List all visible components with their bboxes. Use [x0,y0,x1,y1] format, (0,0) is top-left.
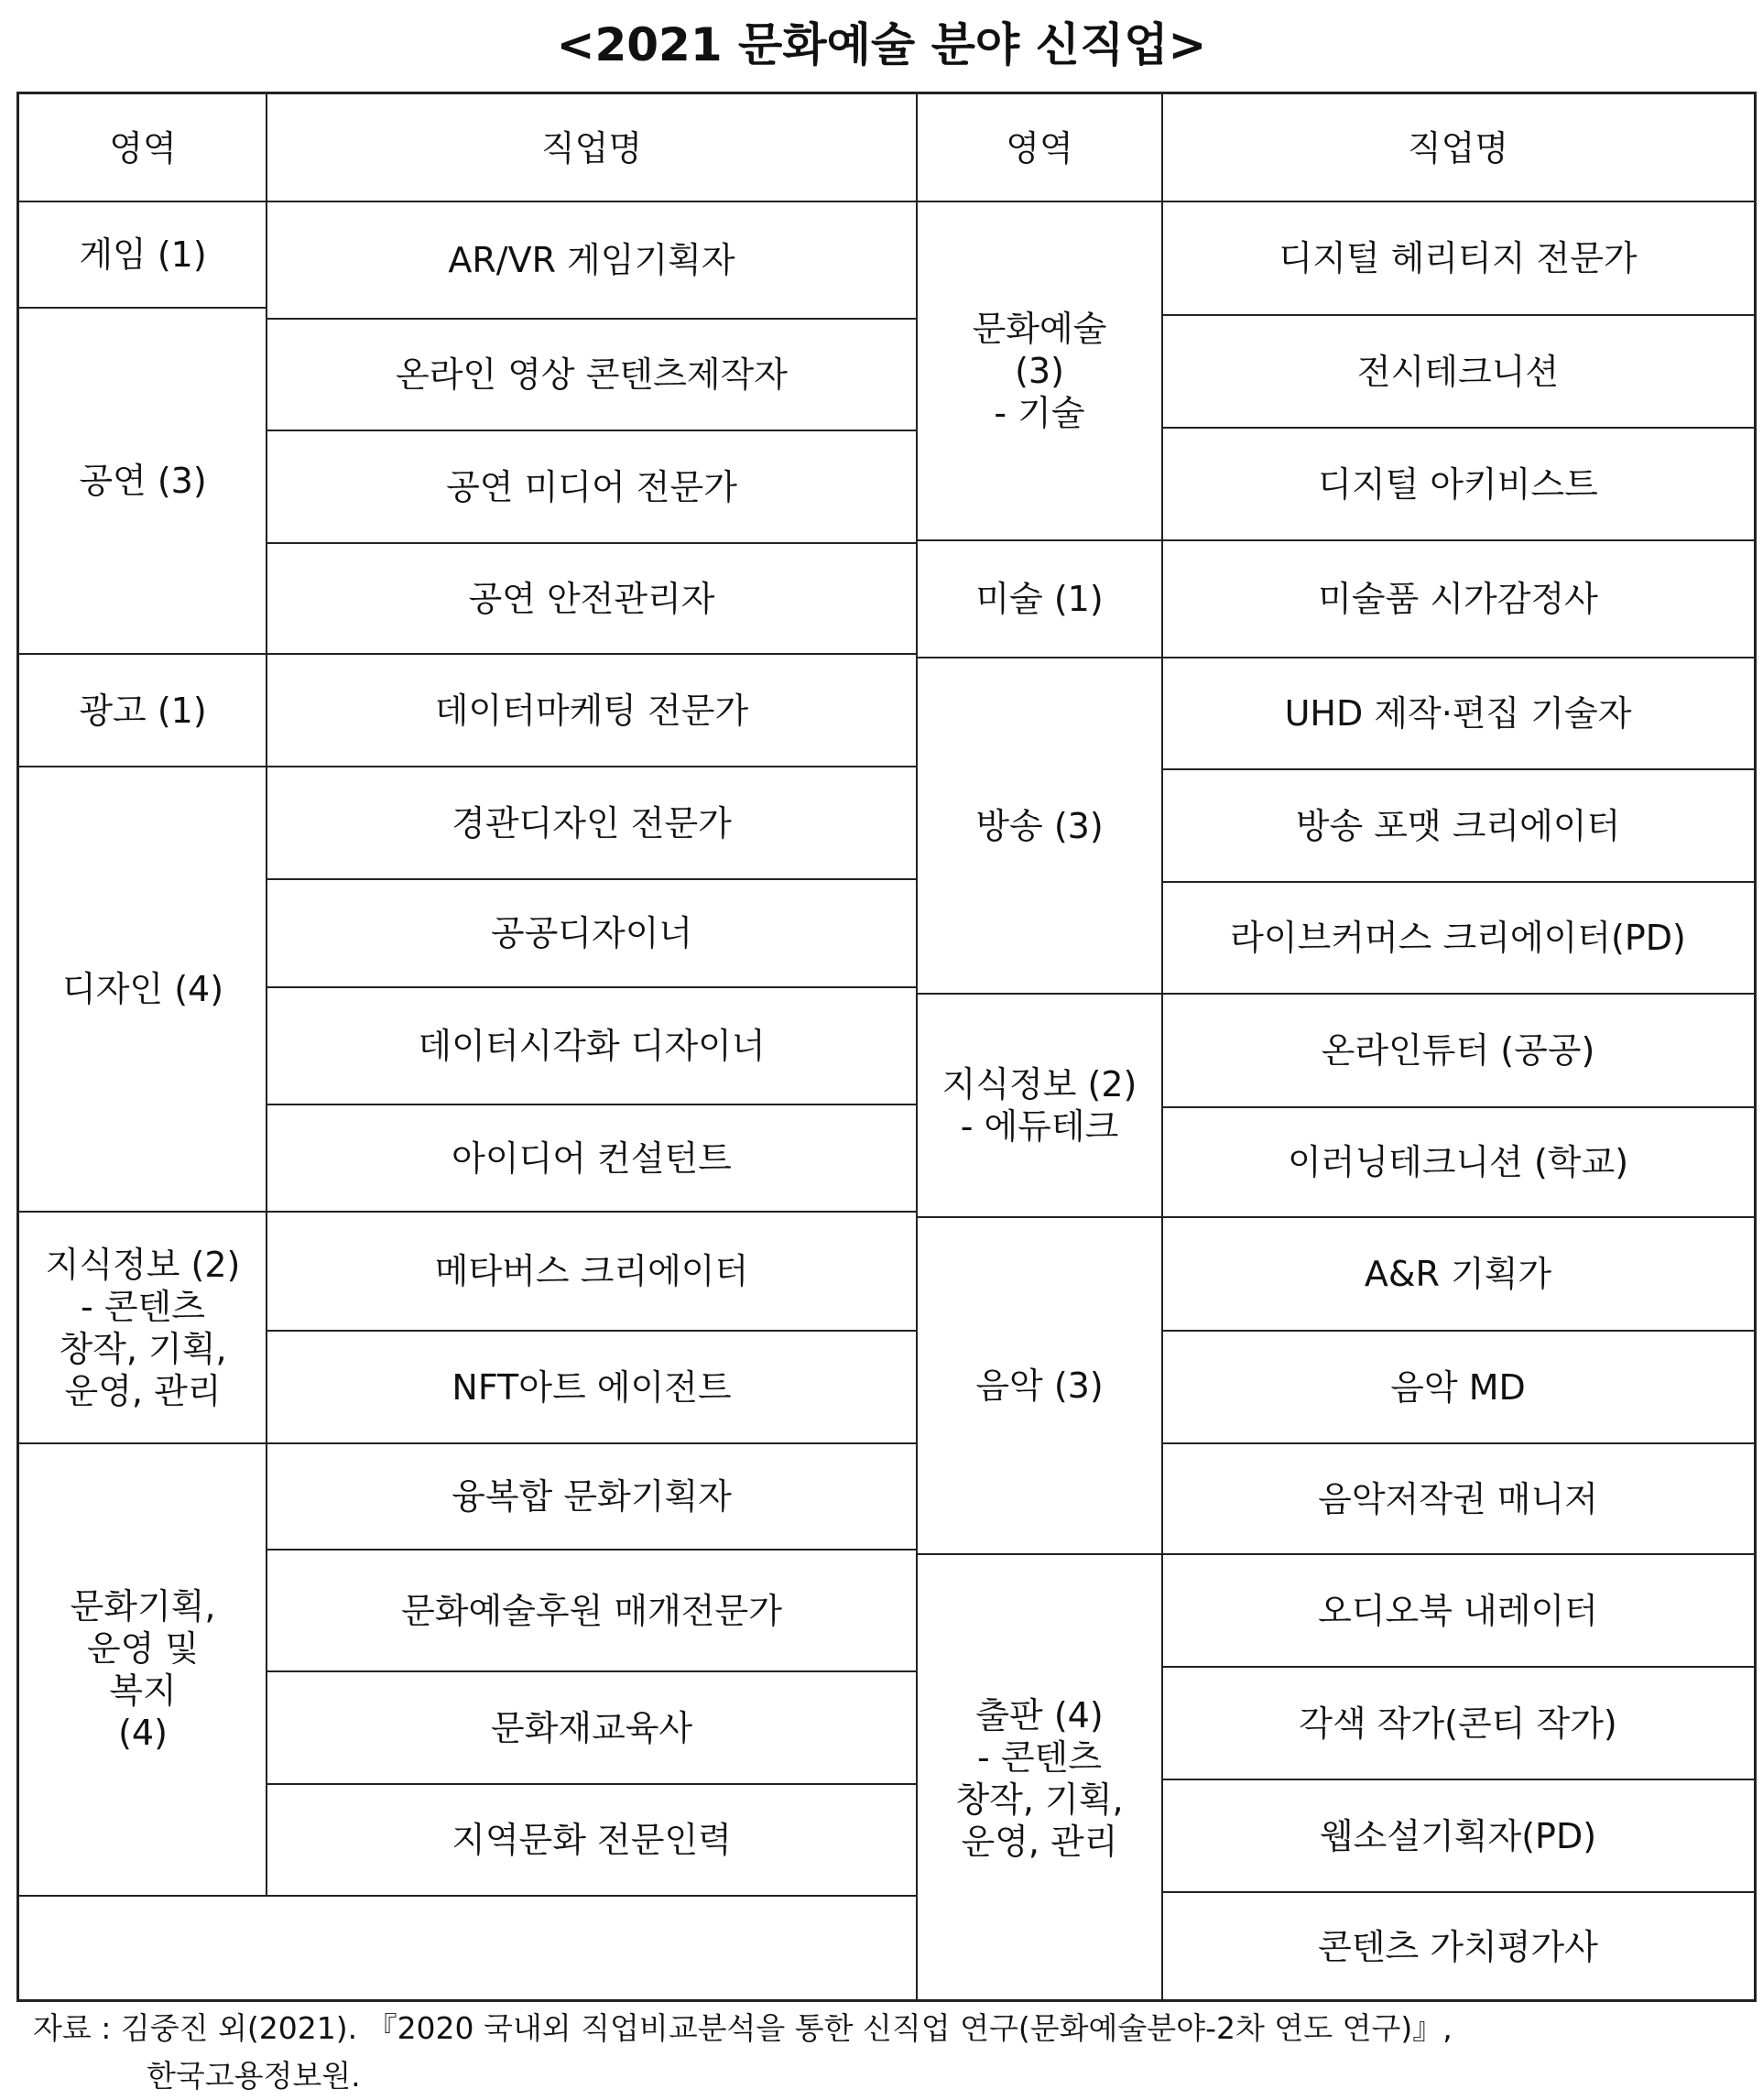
right-job-cell: 이러닝테크니션 (학교) [1287,1142,1629,1182]
h-rule [267,318,917,320]
left-area-cell: 디자인 (4) [61,969,224,1009]
h-rule [19,307,267,309]
h-rule [267,1783,917,1785]
right-job-cell: 오디오북 내레이터 [1318,1590,1598,1631]
header-area-right: 영역 [1006,127,1073,169]
right-job-cell: 콘텐츠 가치평가사 [1318,1927,1598,1967]
right-area-cell: 방송 (3) [975,805,1104,846]
source-publisher: 한국고용정보원. [147,2058,361,2094]
h-rule [19,653,267,655]
h-rule [1162,1553,1754,1555]
left-job-cell: 경관디자인 전문가 [452,802,732,843]
h-rule [267,1211,917,1213]
h-rule [267,653,917,655]
header-job-left: 직업명 [540,127,643,169]
h-rule [1162,1442,1754,1444]
left-job-cell: 온라인 영상 콘텐츠제작자 [396,354,788,395]
h-rule [1162,1891,1754,1893]
left-job-cell: 지역문화 전문인력 [452,1820,732,1860]
h-rule [1162,1666,1754,1668]
right-job-cell: 라이브커머스 크리에이터(PD) [1230,918,1686,958]
h-rule [19,1211,267,1213]
source-citation: 자료 : 김중진 외(2021). 『2020 국내외 직업비교분석을 통한 신직업 연구(문화예술분야-2차 연도 연구)』, [33,2010,1453,2046]
h-rule [1162,539,1754,541]
h-rule [1162,768,1754,770]
h-rule [1162,314,1754,316]
h-rule [1162,881,1754,883]
right-job-cell: 온라인튜터 (공공) [1321,1030,1595,1071]
h-rule [267,1670,917,1672]
h-rule [1162,1216,1754,1218]
right-job-cell: 디지털 헤리티지 전문가 [1279,238,1638,278]
v-rule [1161,94,1163,2002]
right-job-cell: 전시테크니션 [1356,351,1560,392]
h-rule [917,539,1162,541]
left-area-cell: 공연 (3) [79,461,207,501]
header-area-left: 영역 [109,127,177,169]
right-job-cell: A&R 기획가 [1364,1254,1552,1294]
left-job-cell: 데이터마케팅 전문가 [434,690,749,731]
left-area-cell: 문화기획, 운영 및 복지 (4) [70,1586,216,1753]
h-rule [1162,657,1754,658]
h-rule [267,1104,917,1105]
h-rule [1162,1779,1754,1780]
h-rule [19,1442,267,1444]
h-rule [1162,427,1754,429]
h-rule [267,430,917,431]
left-job-cell: 공공디자이너 [490,913,693,953]
right-area-cell: 음악 (3) [975,1366,1104,1406]
right-job-cell: UHD 제작·편집 기술자 [1284,693,1632,734]
h-rule [1162,1330,1754,1332]
right-job-cell: 각색 작가(콘티 작가) [1299,1703,1617,1744]
left-job-cell: 융복합 문화기획자 [452,1476,732,1517]
page-title: <2021 문화예술 분야 신직업> [556,18,1207,71]
h-rule [267,878,917,880]
h-rule [917,993,1162,995]
right-job-cell: 미술품 시가감정사 [1318,579,1598,619]
h-rule [19,766,267,767]
right-job-cell: 음악저작권 매니저 [1318,1478,1598,1519]
jobs-table [16,92,1757,2002]
left-job-cell: 공연 미디어 전문가 [446,466,737,507]
h-rule [267,986,917,988]
h-rule [267,766,917,767]
v-rule [916,94,918,2002]
h-rule [917,657,1162,658]
h-rule [917,1216,1162,1218]
h-rule [267,1549,917,1551]
h-rule [1162,993,1754,995]
h-rule [19,201,1754,202]
header-job-right: 직업명 [1407,127,1509,169]
left-job-cell: AR/VR 게임기획자 [448,240,735,280]
right-job-cell: 디지털 아키비스트 [1318,463,1598,505]
h-rule [267,542,917,544]
right-area-cell: 미술 (1) [975,579,1104,619]
h-rule [917,1553,1162,1555]
right-job-cell: 웹소설기획자(PD) [1319,1815,1597,1856]
h-rule [19,1895,917,1897]
left-job-cell: 아이디어 컨설턴트 [452,1137,732,1179]
right-job-cell: 방송 포맷 크리에이터 [1295,805,1621,846]
v-rule [266,94,267,1896]
right-area-cell: 출판 (4) - 콘텐츠 창작, 기획, 운영, 관리 [955,1694,1124,1862]
left-job-cell: 문화예술후원 매개전문가 [401,1590,782,1631]
left-job-cell: 공연 안전관리자 [468,578,715,619]
left-area-cell: 광고 (1) [79,690,207,731]
left-area-cell: 게임 (1) [79,234,207,275]
right-area-cell: 문화예술 (3) - 기술 [972,309,1107,433]
h-rule [267,1330,917,1332]
h-rule [267,1442,917,1444]
left-job-cell: 문화재교육사 [490,1707,693,1748]
h-rule [1162,1106,1754,1108]
left-job-cell: 데이터시각화 디자이너 [418,1026,766,1066]
right-job-cell: 음악 MD [1390,1366,1526,1408]
left-area-cell: 지식정보 (2) - 콘텐츠 창작, 기획, 운영, 관리 [45,1244,241,1411]
left-job-cell: NFT아트 에이전트 [452,1366,732,1408]
right-area-cell: 지식정보 (2) - 에듀테크 [941,1064,1137,1147]
left-job-cell: 메타버스 크리에이터 [434,1251,749,1291]
